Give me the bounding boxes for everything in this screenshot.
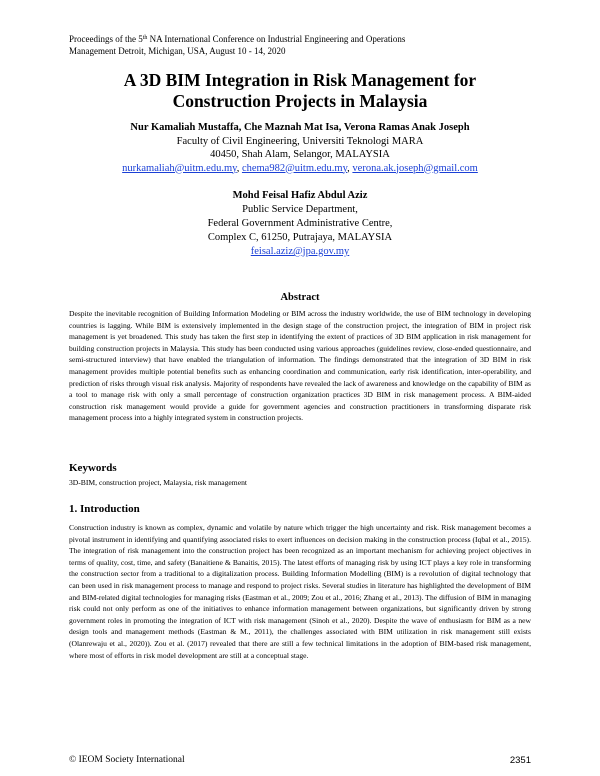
author-names-1: Nur Kamaliah Mustaffa, Che Maznah Mat Isa, Verona Ramas Anak Joseph bbox=[130, 122, 470, 133]
title-line-2: Construction Projects in Malaysia bbox=[172, 91, 428, 111]
header-line-2: Management Detroit, Michigan, USA, August 10 - 14, 2020 bbox=[69, 46, 286, 56]
paper-title bbox=[60, 70, 540, 112]
copyright-footer: © IEOM Society International bbox=[69, 755, 185, 765]
keywords-heading: Keywords bbox=[69, 462, 117, 474]
affiliation-2-line-1: Public Service Department, bbox=[242, 204, 358, 215]
header-line-1: Proceedings of the 5th NA International Conference on Industrial Engineering and Operations bbox=[69, 34, 406, 44]
email-link-1[interactable]: nurkamaliah@uitm.edu.my bbox=[122, 162, 237, 174]
ordinal-suffix: th bbox=[142, 35, 148, 41]
affiliation-1: Faculty of Civil Engineering, Universiti Teknologi MARA bbox=[176, 135, 424, 147]
introduction-heading: 1. Introduction bbox=[69, 503, 140, 515]
proceedings-header bbox=[69, 33, 539, 57]
email-link-4[interactable]: feisal.aziz@jpa.gov.my bbox=[250, 246, 350, 257]
introduction-text: Construction industry is known as complex, dynamic and volatile by nature which trigger the high uncertainty and risk. Risk management becomes a pivotal instrument in identifying and quantifying associated risks to exert influences on decision making in the construction process (Iqbal et al., 2015). The integration of risk management into the construction project has been recognized as an important mechanism for achieving project objectives in terms of quality, cost, time, and safety (Banaitiene & Banaitis, 2015). The latest efforts of managing risk by using ICT plays a key role in transforming the construction sector from a traditional to a digitalization process. Building Information Modelling (BIM) is a revolution of digital technology that can been used in risk management process to manage and respond to project risks. Several studies in literature has highlighted the development of BIM and BIM-related digital technologies for managing risks (Eastman et al., 2009; Zou et al., 2016; Zhang et al., 2013). The diffusion of BIM in managing risk could not only perform as one of the initiatives to enhance information management between organizations, but significantly driven by strong government roles in promoting the integration of ICT with risk management (Sinoh et al., 2020). Despite the wave of enthusiasm for BIM as a new design tools and management methods (Eastman & M., 2011), the challenges associated with BIM utilization in risk management still exists (Olanrewaju et al., 2020)). Zou et al. (2017) revealed that there are still a few technical limitations in the adoption of BIM-based risk management, where most of efforts in risk model development are still at a conceptual stage. bbox=[69, 523, 531, 660]
abstract-text: Despite the inevitable recognition of Building Information Modeling or BIM across the industry worldwide, the use of BIM technology in developing countries is lagging. While BIM is extensively implemented in the design stage of the construction project, the integration of BIM in project risk management is yet broadened. This study has taken the first step in identifying the extent of practices of 3D BIM application in risk management for building construction projects in Malaysia. This study has been conducted using various approaches (guidelines review, close-ended questionnaire, and semi-structured interview) that have enabled the triangulation of information. The findings demonstrated that the integration of 3D BIM in risk management provides multiple potential benefits such as enhancing coordination and communication, early risk identification, inter-operability, and prediction of risks through visual risk analysis. Majority of respondents have revealed the lack of awareness and knowledge on the capability of BIM as a tool to manage risk with only a small percentage of construction organization practices 3D BIM in risk management process. A BIM-aided construction risk management would provide a guide for government agencies and construction practitioners in transforming disparate risk management process into a highly integrated system in construction projects. bbox=[69, 309, 531, 423]
email-link-2[interactable]: chema982@uitm.edu.my bbox=[241, 162, 348, 174]
author-block-2 bbox=[60, 189, 540, 259]
title-line-1: A 3D BIM Integration in Risk Management for bbox=[123, 70, 477, 90]
author-names-2: Mohd Feisal Hafiz Abdul Aziz bbox=[232, 190, 368, 201]
page-number: 2351 bbox=[509, 755, 531, 766]
address-1: 40450, Shah Alam, Selangor, MALAYSIA bbox=[210, 149, 390, 160]
author-block-1 bbox=[60, 121, 540, 175]
abstract-heading: Abstract bbox=[280, 292, 320, 303]
affiliation-2-line-3: Complex C, 61250, Putrajaya, MALAYSIA bbox=[207, 232, 393, 243]
email-link-3[interactable]: verona.ak.joseph@gmail.com bbox=[352, 162, 478, 174]
affiliation-2-line-2: Federal Government Administrative Centre, bbox=[207, 218, 393, 229]
email-line-2 bbox=[60, 245, 540, 259]
keywords-text: 3D-BIM, construction project, Malaysia, risk management bbox=[69, 478, 247, 487]
email-line-1: nurkamaliah@uitm.edu.my, chema982@uitm.edu.my, verona.ak.joseph@gmail.com bbox=[122, 162, 478, 174]
